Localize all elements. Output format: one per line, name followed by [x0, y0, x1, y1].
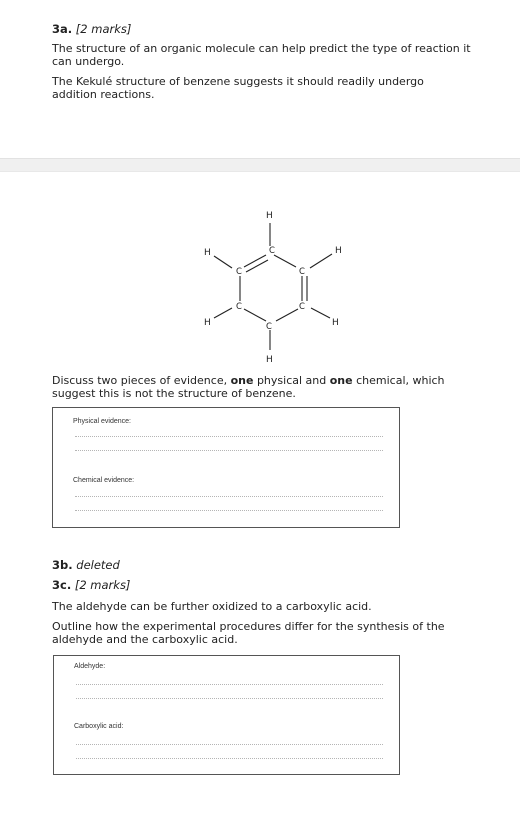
prompt-emphasis: one: [230, 374, 254, 387]
question-3c-text-2: Outline how the experimental procedures differ for the synthesis of the aldehyde and the carboxylic acid.: [52, 620, 445, 646]
carboxylic-acid-label: Carboxylic acid:: [74, 723, 124, 730]
question-3a-prompt: [52, 375, 452, 400]
atom-h-right: H: [335, 246, 342, 256]
atom-h-lower-left: H: [204, 318, 211, 328]
answer-line[interactable]: [76, 758, 383, 759]
prompt-text: physical and: [253, 374, 330, 387]
bond-lower-right-h: [311, 308, 330, 318]
bond-c1-c2: [274, 255, 296, 267]
marks-label: [2 marks]: [75, 22, 132, 36]
question-3b-heading: [52, 558, 120, 572]
atom-c3: C: [299, 302, 305, 312]
atom-h-top: H: [266, 211, 273, 221]
answer-box-3c[interactable]: [53, 655, 400, 775]
question-number: 3c.: [52, 578, 72, 592]
prompt-emphasis: one: [329, 374, 353, 387]
intro-paragraph-2: The Kekulé structure of benzene suggests it should readily undergo addition reactions.: [52, 75, 424, 101]
intro-paragraph-1: The structure of an organic molecule can help predict the type of reaction it can undergo.: [52, 42, 471, 68]
answer-line[interactable]: [76, 684, 383, 685]
question-number: 3a.: [52, 22, 73, 36]
answer-line[interactable]: [75, 436, 383, 437]
prompt-text: chemical, which suggest this is not the structure of benzene.: [52, 374, 445, 400]
question-status: deleted: [76, 558, 120, 572]
chemical-evidence-label: Chemical evidence:: [73, 477, 135, 484]
bonds: [214, 223, 332, 350]
bond-c6-c1-b: [246, 260, 268, 272]
kekule-benzene-diagram: [180, 200, 360, 370]
atom-h-lower-right: H: [332, 318, 339, 328]
physical-evidence-label: Physical evidence:: [73, 418, 131, 425]
atom-h-left: H: [204, 248, 211, 258]
question-3c-text-1: The aldehyde can be further oxidized to a carboxylic acid.: [52, 600, 372, 613]
atom-c4: C: [266, 322, 272, 332]
question-number: 3b.: [52, 558, 73, 572]
atom-c5: C: [236, 302, 242, 312]
aldehyde-label: Aldehyde:: [74, 663, 106, 670]
bond-right-h: [310, 254, 332, 268]
bond-c6-c1-a: [244, 255, 266, 267]
atom-h-bottom: H: [266, 355, 273, 365]
answer-box-3a[interactable]: [52, 407, 400, 528]
bond-lower-left-h: [214, 308, 232, 318]
atom-c1: C: [269, 246, 275, 256]
atom-c2: C: [299, 267, 305, 277]
section-divider: [0, 158, 520, 172]
answer-line[interactable]: [76, 744, 383, 745]
answer-line[interactable]: [75, 450, 383, 451]
answer-line[interactable]: [75, 510, 383, 511]
answer-line[interactable]: [76, 698, 383, 699]
atom-c6: C: [236, 267, 242, 277]
question-3c-heading: [52, 578, 130, 592]
marks-label: [2 marks]: [74, 578, 131, 592]
bond-c3-c4: [276, 309, 298, 321]
prompt-text: Discuss two pieces of evidence,: [52, 374, 231, 387]
bond-left-h: [214, 256, 232, 268]
question-3a-heading: [52, 22, 131, 36]
bond-c4-c5: [244, 309, 266, 321]
answer-line[interactable]: [75, 496, 383, 497]
